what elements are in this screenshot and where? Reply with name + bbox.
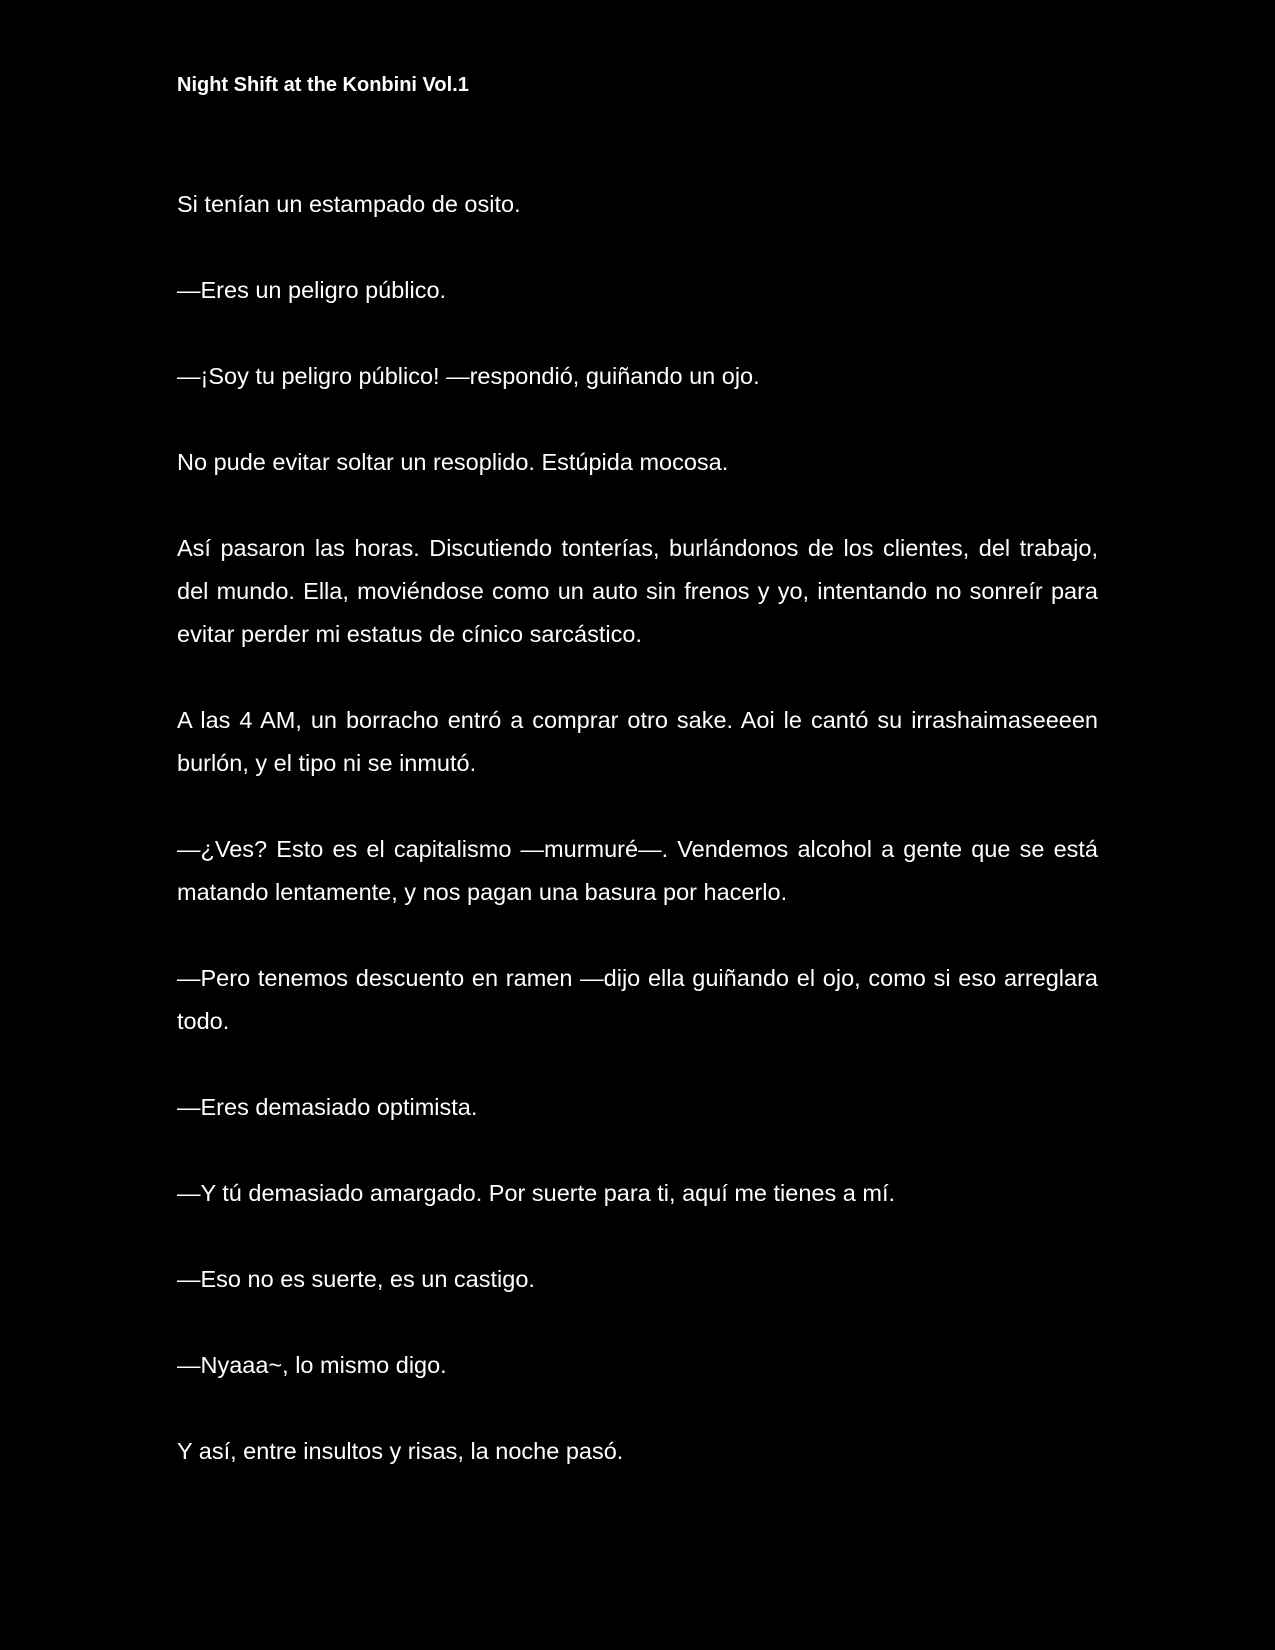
paragraph: Así pasaron las horas. Discutiendo tonterías, burlándonos de los clientes, del trabajo, del mundo. Ella, moviéndose como un auto sin frenos y yo, intentando no sonreír para evitar perder mi estatus de cínico sarcástico.: [177, 535, 1098, 647]
paragraph: —¡Soy tu peligro público! —respondió, guiñando un ojo.: [177, 363, 760, 389]
paragraph: A las 4 AM, un borracho entró a comprar otro sake. Aoi le cantó su irrashaimaseeeen burlón, y el tipo ni se inmutó.: [177, 707, 1098, 776]
paragraph: No pude evitar soltar un resoplido. Estúpida mocosa.: [177, 449, 729, 475]
paragraph: Y así, entre insultos y risas, la noche pasó.: [177, 1438, 624, 1464]
body-text: [177, 183, 1098, 1473]
paragraph: —¿Ves? Esto es el capitalismo —murmuré—. Vendemos alcohol a gente que se está matando lentamente, y nos pagan una basura por hacerlo.: [177, 836, 1098, 905]
paragraph: —Pero tenemos descuento en ramen —dijo ella guiñando el ojo, como si eso arreglara todo.: [177, 965, 1098, 1034]
paragraph: —Eres un peligro público.: [177, 277, 447, 303]
paragraph: —Y tú demasiado amargado. Por suerte para ti, aquí me tienes a mí.: [177, 1180, 896, 1206]
paragraph: Si tenían un estampado de osito.: [177, 191, 521, 217]
paragraph: —Nyaaa~, lo mismo digo.: [177, 1352, 447, 1378]
paragraph: —Eso no es suerte, es un castigo.: [177, 1266, 535, 1292]
running-header: Night Shift at the Konbini Vol.1: [177, 74, 469, 96]
paragraph: —Eres demasiado optimista.: [177, 1094, 478, 1120]
